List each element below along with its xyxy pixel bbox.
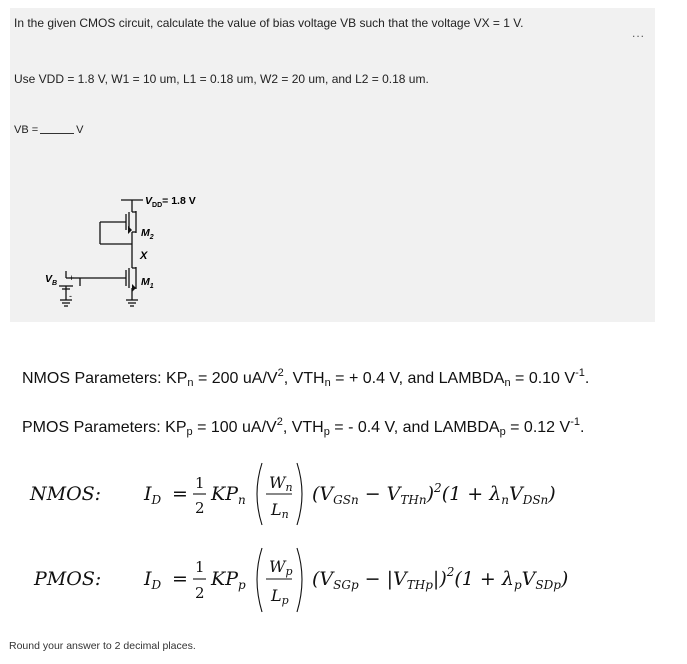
svg-text:=: = (172, 483, 188, 505)
svg-text:Wn: Wn (269, 473, 293, 494)
vb-minus: - (69, 291, 72, 301)
cmos-circuit-diagram (14, 178, 234, 318)
svg-text:ID: $I_D$ (144, 483, 162, 507)
m1-sub: 1 (149, 283, 154, 290)
svg-text:KPp: $KP_p$ (211, 568, 246, 592)
vb-plus: + (69, 273, 75, 283)
nmos-parameters: NMOS Parameters: $KP_n = 200$ $uA/V^2$, $VTH_n$ = + 0.4 V, and $LAMBDA_n = 0.10$ $V^{-1}$. (22, 367, 590, 389)
svg-text:2: 2 (195, 499, 205, 517)
answer-prefix: VB = (14, 124, 39, 136)
pmos-eq-label: PMOS: (34, 568, 102, 590)
more-options-icon[interactable]: ... (631, 26, 645, 40)
svg-text:ID: $I_D$ (144, 568, 162, 592)
svg-text:Lp: Lp (271, 586, 289, 607)
vdd-label: V (145, 195, 153, 207)
m2-label: M (141, 227, 150, 239)
nmos-eq-label: NMOS: (30, 483, 102, 505)
question-text-line1: In the given CMOS circuit, calculate the value of bias voltage VB such that the voltage VX = 1 V. (14, 16, 524, 30)
answer-blank[interactable] (40, 133, 74, 134)
pmos-equation (0, 540, 687, 616)
vb-sub: B (52, 280, 58, 287)
svg-text:M2 (141, 227, 154, 241)
vdd-value: = 1.8 V (162, 195, 196, 207)
svg-text:2: 2 (195, 584, 205, 602)
svg-text:(VGSn − VTHn)2(1 + λnVDSn): $(V_{GSn} - V_{THn})^2(1 + \lambda_nV_{DSn})$ (312, 481, 556, 507)
question-panel (10, 8, 655, 322)
vb-label: V (45, 273, 53, 285)
m1-label: M (141, 276, 150, 288)
svg-text:1: 1 (195, 558, 205, 576)
m2-sub: 2 (149, 234, 154, 241)
question-text-line2: Use VDD = 1.8 V, W1 = 10 um, L1 = 0.18 um, W2 = 20 um, and L2 = 0.18 um. (14, 72, 429, 86)
nmos-equation (0, 455, 687, 527)
svg-text:Wp: Wp (269, 557, 293, 578)
node-x-label: X (140, 250, 148, 262)
svg-text:M1 (141, 276, 154, 290)
rounding-instruction: Round your answer to 2 decimal places. (9, 640, 196, 652)
vdd-sub: DD (152, 202, 163, 209)
answer-line (14, 124, 84, 136)
svg-text:KPn: $KP_n$ (211, 483, 246, 507)
svg-text:(VSGp − |VTHp|)2(1 + λpVSDp): $(V_{SGp} - |V_{THp}|)^2(1 + \lambda_pV_{SDp})$ (312, 565, 569, 592)
pmos-parameters: PMOS Parameters: $KP_p = 100$ $uA/V^2$, $VTH_p$ = - 0.4 V, and $LAMBDA_p = 0.12$ $V^{-1}$. (22, 416, 585, 438)
svg-text:Ln: Ln (271, 500, 289, 521)
svg-text:=: = (172, 568, 188, 590)
svg-text:1: 1 (195, 474, 205, 492)
svg-text:VDD= 1.8 V (145, 195, 196, 209)
answer-unit: V (76, 124, 84, 136)
svg-text:VB (45, 273, 57, 287)
